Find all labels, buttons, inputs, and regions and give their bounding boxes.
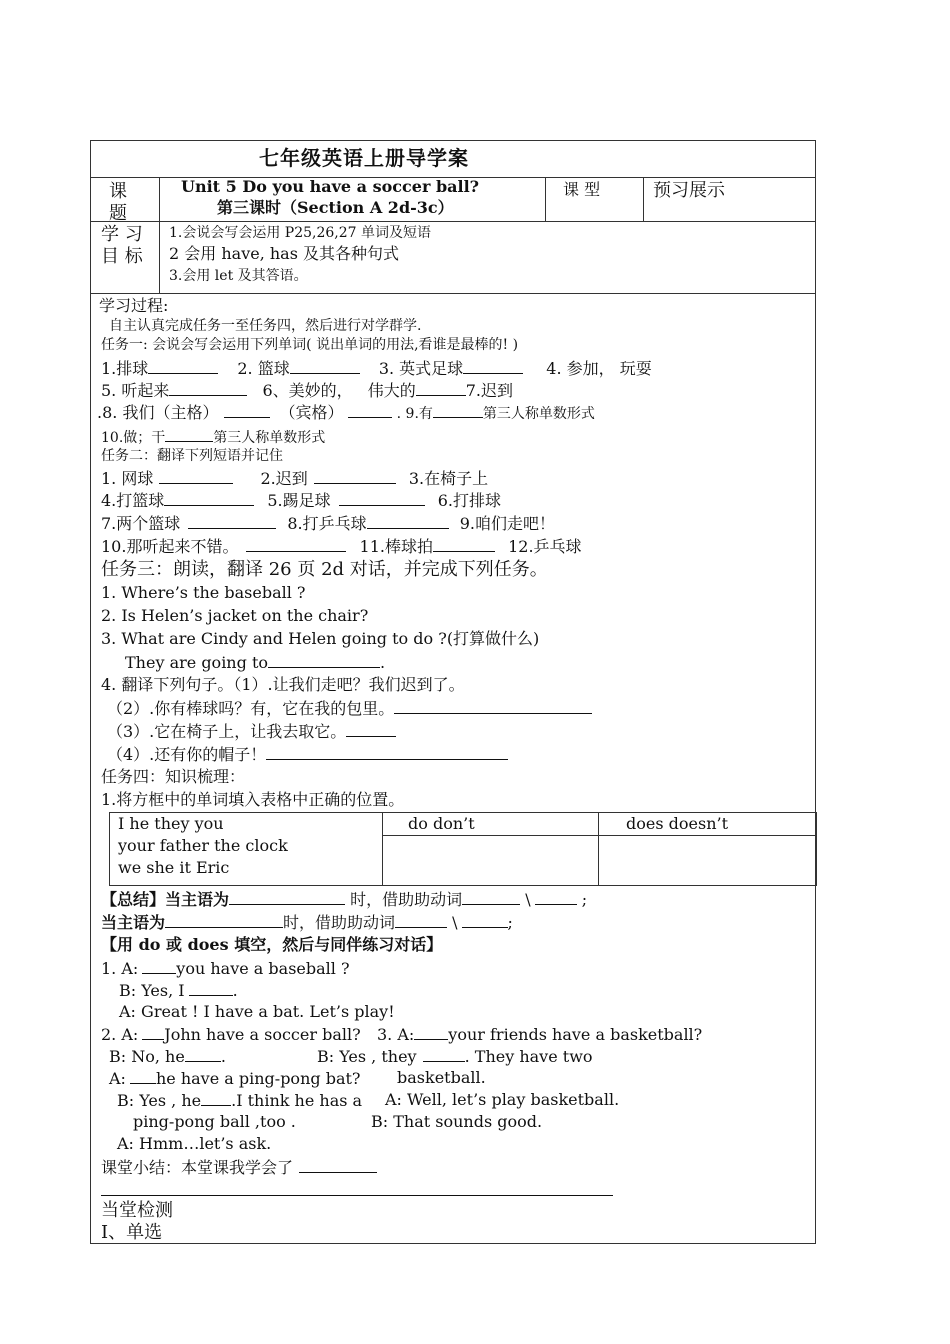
vocab-prompt: 3. 英式足球 — [378, 359, 464, 378]
summary-text: \ — [525, 890, 531, 909]
answer-blank[interactable] — [346, 722, 396, 737]
task1-row3 — [97, 403, 595, 422]
dialogue1-line2 — [119, 981, 238, 1000]
type-value: 预习展示 — [653, 180, 725, 201]
dialogue-text: . They have two — [464, 1047, 593, 1066]
phrase-prompt: 9.咱们走吧！ — [459, 514, 556, 533]
task1-title: 任务一: 会说会写会运用下列单词( 说出单词的用法,看谁是最棒的! ) — [101, 337, 519, 353]
dialogue3-line2 — [317, 1047, 593, 1066]
answer-blank[interactable] — [142, 959, 176, 974]
answer-blank[interactable] — [229, 890, 345, 905]
dialogue2-line1 — [101, 1025, 361, 1044]
dialogue3-line1 — [377, 1025, 702, 1044]
dialogue-text: . — [220, 1047, 226, 1066]
dialogue-text: you have a baseball ? — [176, 959, 350, 978]
task1-row2 — [101, 381, 513, 400]
vocab-prompt: 10.做；干 — [101, 430, 166, 446]
answer-blank[interactable] — [148, 359, 218, 374]
vocab-prompt: 1.排球 — [101, 359, 149, 378]
dialogue-text: B: Yes, I — [119, 981, 185, 1000]
task1-row1 — [101, 359, 652, 378]
practice-title: 【用 do 或 does 填空，然后与同伴练习对话】 — [101, 935, 443, 954]
answer-blank[interactable] — [188, 514, 276, 529]
phrase-prompt: 10.那听起来不错。 — [101, 537, 239, 556]
answer-blank[interactable] — [414, 1025, 448, 1040]
summary-text: ; — [581, 890, 588, 909]
summary-text: ; — [507, 913, 513, 932]
vocab-prompt: 6、美妙的， — [262, 381, 353, 400]
answer-blank[interactable] — [535, 890, 577, 905]
dialogue1-line1 — [101, 959, 350, 978]
task2-row2 — [101, 491, 501, 510]
row-divider — [382, 835, 816, 836]
vocab-prompt: 2. 篮球 — [237, 359, 290, 378]
task3-title: 任务三：朗读，翻译 26 页 2d 对话，并完成下列任务。 — [101, 559, 548, 580]
row-divider — [91, 221, 815, 222]
word-box-line: your father the clock — [118, 836, 288, 855]
dialogue-text: 2. A: — [101, 1025, 139, 1044]
task3-q4-2 — [107, 699, 592, 718]
answer-blank[interactable] — [416, 381, 466, 396]
phrase-prompt: 11.棒球拍 — [359, 537, 433, 556]
summary-text: 时，借助助动词 — [283, 913, 396, 932]
row-divider — [91, 293, 815, 294]
task3-q4-4 — [107, 745, 508, 764]
task1-row4 — [101, 427, 325, 446]
page-title: 七年级英语上册导学案 — [259, 146, 469, 170]
lesson-label: 课题 — [109, 181, 127, 224]
phrase-prompt: 6.打排球 — [437, 491, 502, 510]
dialogue-text: your friends have a basketball? — [448, 1025, 703, 1044]
answer-blank[interactable] — [339, 491, 425, 506]
word-box-line: we she it Eric — [118, 858, 230, 877]
task4-instruction: 1.将方框中的单词填入表格中正确的位置。 — [101, 790, 405, 809]
answer-blank[interactable] — [185, 1047, 221, 1062]
task3-question: 1. Where’s the baseball ? — [101, 583, 306, 602]
does-column-header: does doesn’t — [626, 814, 729, 833]
goal-item: 1.会说会写会运用 P25,26,27 单词及短语 — [169, 225, 432, 241]
task2-row4 — [101, 537, 582, 556]
answer-blank[interactable] — [130, 1069, 156, 1084]
vocab-prompt: 第三人称单数形式 — [213, 430, 326, 446]
worksheet-table — [90, 140, 816, 1244]
goal-item: 2 会用 have, has 及其各种句式 — [169, 244, 400, 263]
summary-text: \ — [452, 913, 458, 932]
lesson-title-line2: 第三课时（Section A 2d-3c） — [217, 198, 454, 217]
does-answer-cell[interactable] — [600, 837, 816, 883]
class-summary-text: 课堂小结：本堂课我学会了 — [101, 1158, 294, 1177]
dialogue-text: . — [232, 981, 238, 1000]
translate-prompt: （4）.还有你的帽子！ — [107, 745, 267, 764]
summary-text: 时，借助助动词 — [350, 890, 463, 909]
answer-blank[interactable] — [462, 913, 508, 928]
phrase-prompt: 8.打乒乓球 — [287, 514, 367, 533]
task3-question: 3. What are Cindy and Helen going to do ?(打算做什么) — [101, 629, 540, 648]
answer-blank[interactable] — [423, 1047, 465, 1062]
vocab-prompt: 伟大的 — [367, 381, 416, 400]
answer-blank[interactable] — [299, 1158, 377, 1173]
translate-prompt: （2）.你有棒球吗？有，它在我的包里。 — [107, 699, 395, 718]
task2-row3 — [101, 514, 555, 533]
dialogue-text: B: No, he — [109, 1047, 185, 1066]
task3-question: 2. Is Helen’s jacket on the chair? — [101, 606, 369, 625]
summary-text: 当主语为 — [101, 913, 166, 932]
dialogue-text: B: Yes , they — [317, 1047, 417, 1066]
answer-blank[interactable] — [433, 537, 495, 552]
dialogue-text: A: Well, let’s play basketball. — [385, 1090, 620, 1109]
answer-blank[interactable] — [314, 469, 396, 484]
vocab-prompt: . 9.有 — [396, 406, 433, 422]
answer-blank[interactable] — [164, 491, 254, 506]
vocab-prompt: （宾格） — [279, 403, 344, 422]
dialogue-text: A: Hmm…let’s ask. — [117, 1134, 272, 1153]
vocab-prompt: 第三人称单数形式 — [482, 406, 595, 422]
phrase-prompt: 12.乒乓球 — [508, 537, 582, 556]
process-heading: 学习过程: — [99, 296, 169, 315]
dialogue-text: basketball. — [397, 1068, 486, 1087]
phrase-prompt: 3.在椅子上 — [408, 469, 489, 488]
col-divider — [382, 813, 383, 885]
phrase-prompt: 2.迟到 — [260, 469, 308, 488]
answer-blank[interactable] — [395, 913, 447, 928]
answer-blank[interactable] — [201, 1091, 231, 1106]
lesson-title-line1: Unit 5 Do you have a soccer ball? — [181, 177, 480, 196]
test-title: 当堂检测 — [101, 1200, 173, 1221]
dialogue-text: he have a ping-pong bat? — [155, 1069, 361, 1088]
answer-blank[interactable] — [348, 403, 392, 418]
answer-blank[interactable] — [290, 359, 360, 374]
dialogue2-line2 — [109, 1047, 226, 1066]
summary-text: 【总结】当主语为 — [101, 890, 230, 909]
dialogue-text: ping-pong ball ,too . — [133, 1112, 296, 1131]
classification-table — [109, 812, 817, 886]
dialogue-text: 1. A: — [101, 959, 139, 978]
vocab-prompt: 5. 听起来 — [101, 381, 170, 400]
process-intro: 自主认真完成任务一至任务四，然后进行对学群学. — [109, 318, 422, 334]
phrase-prompt: 1. 网球 — [101, 469, 154, 488]
col-divider — [159, 177, 160, 293]
vocab-prompt: 4. 参加， 玩耍 — [546, 359, 652, 378]
answer-blank[interactable] — [268, 653, 380, 668]
word-box-line: I he they you — [118, 814, 224, 833]
vocab-prompt: 7.迟到 — [465, 381, 514, 400]
col-divider — [598, 813, 599, 885]
answer-blank[interactable] — [394, 699, 592, 714]
answer-blank[interactable] — [367, 514, 449, 529]
summary-line2 — [101, 913, 513, 932]
answer-blank[interactable] — [462, 890, 520, 905]
answer-blank[interactable] — [159, 469, 233, 484]
task3-answer-line: They are going to . — [125, 653, 386, 672]
phrase-prompt: 7.两个篮球 — [101, 514, 181, 533]
do-answer-cell[interactable] — [384, 837, 596, 883]
goals-label-line2: 目 标 — [101, 246, 143, 267]
phrase-prompt: 5.踢足球 — [267, 491, 331, 510]
dialogue2-line3 — [109, 1069, 360, 1088]
answer-blank[interactable] — [165, 913, 283, 928]
task2-title: 任务二：翻译下列短语并记住 — [101, 448, 283, 464]
answer-blank[interactable] — [169, 381, 247, 396]
answer-blank[interactable] — [142, 1025, 164, 1040]
answer-blank[interactable] — [463, 359, 523, 374]
answer-blank[interactable] — [165, 427, 213, 442]
task2-row1 — [101, 469, 488, 488]
dialogue-text: B: Yes , he — [117, 1091, 202, 1110]
task4-title: 任务四：知识梳理： — [101, 767, 246, 786]
class-summary — [101, 1158, 377, 1177]
col-divider — [545, 177, 546, 221]
test-part: Ⅰ、单选 — [101, 1222, 163, 1243]
type-label: 课 型 — [563, 180, 601, 199]
answer-blank[interactable] — [224, 403, 270, 418]
dialogue2-line4 — [117, 1091, 362, 1110]
dialogue-text: B: That sounds good. — [371, 1112, 543, 1131]
answer-blank[interactable] — [189, 981, 233, 996]
dialogue-text: A: — [109, 1069, 126, 1088]
col-divider — [643, 177, 644, 221]
answer-blank[interactable] — [266, 745, 508, 760]
dialogue-text: John have a soccer ball? — [164, 1025, 361, 1044]
task3-q4: 4. 翻译下列句子。（1）.让我们走吧？我们迟到了。 — [101, 675, 465, 694]
dialogue-text: .I think he has a — [231, 1091, 363, 1110]
summary-line1 — [101, 890, 587, 909]
goal-item: 3.会用 let 及其答语。 — [169, 268, 308, 284]
do-column-header: do don’t — [408, 814, 475, 833]
answer-blank[interactable] — [433, 403, 483, 418]
answer-prompt: They are going to — [125, 653, 268, 672]
goals-label-line1: 学 习 — [101, 224, 143, 245]
translate-prompt: （3）.它在椅子上，让我去取它。 — [107, 722, 347, 741]
phrase-prompt: 4.打篮球 — [101, 491, 165, 510]
answer-blank[interactable] — [246, 537, 346, 552]
answer-line[interactable] — [101, 1195, 613, 1196]
task3-q4-3 — [107, 722, 396, 741]
dialogue-text: A: Great ! I have a bat. Let’s play! — [119, 1002, 395, 1021]
dialogue-text: 3. A: — [377, 1025, 415, 1044]
vocab-prompt: .8. 我们（主格） — [97, 403, 219, 422]
